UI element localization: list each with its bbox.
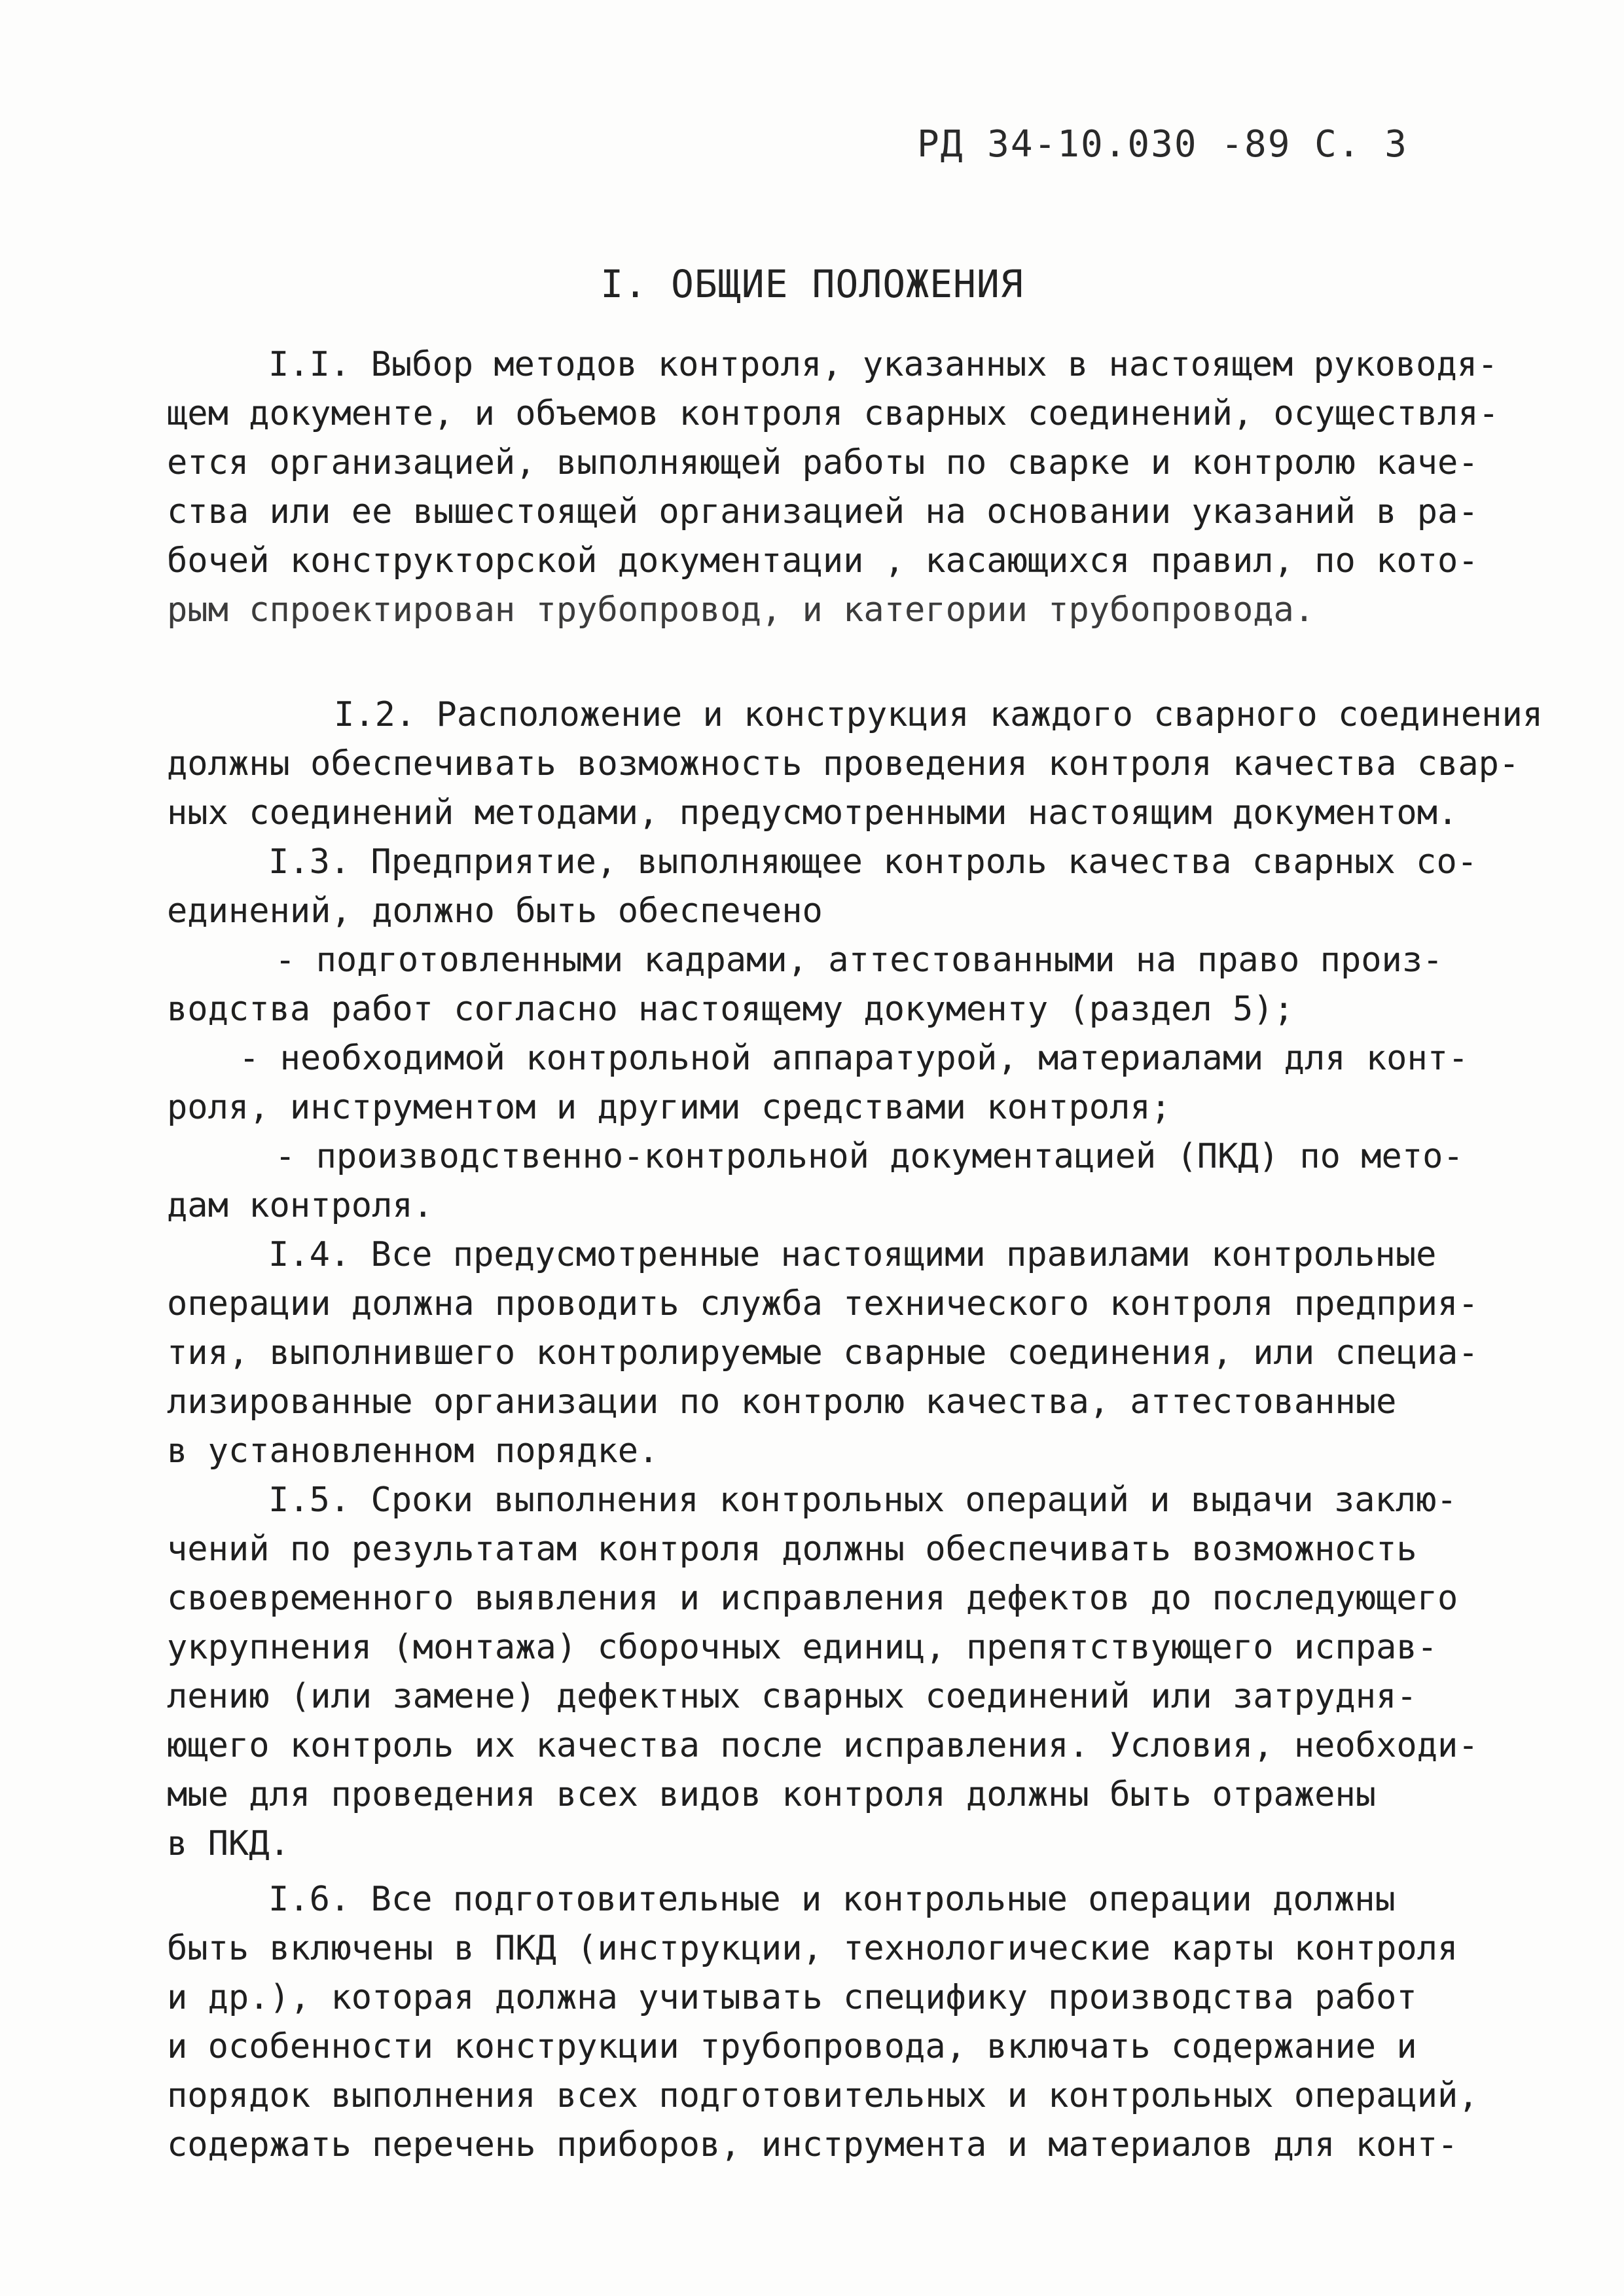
text-line: чений по результатам контроля должны обеспечивать возможность xyxy=(167,1530,1417,1569)
text-line: порядок выполнения всех подготовительных и контрольных операций, xyxy=(167,2076,1479,2115)
list-item-line: - необходимой контрольной аппаратурой, материалами для конт- xyxy=(239,1039,1469,1078)
text-line: ства или ее вышестоящей организацией на основании указаний в ра- xyxy=(167,492,1479,531)
text-line: быть включены в ПКД (инструкции, технологические карты контроля xyxy=(167,1929,1458,1968)
text-line: лизированные организации по контролю качества, аттестованные xyxy=(167,1382,1397,1422)
paragraph-1-6 xyxy=(167,1875,1509,2170)
text-line: ющего контроль их качества после исправления. Условия, необходи- xyxy=(167,1726,1479,1765)
paragraph-1-3 xyxy=(167,838,1509,1230)
text-line: тия, выполнившего контролируемые сварные соединения, или специа- xyxy=(167,1333,1479,1372)
text-line: роля, инструментом и другими средствами контроля; xyxy=(167,1088,1172,1127)
text-line: лению (или замене) дефектных сварных соединений или затрудня- xyxy=(167,1677,1417,1716)
list-item-line: - подготовленными кадрами, аттестованными на право произ- xyxy=(275,941,1443,980)
text-line: операции должна проводить служба технического контроля предприя- xyxy=(167,1284,1479,1323)
page-header-doc-ref: РД 34-10.030 -89 С. 3 xyxy=(916,123,1408,166)
text-line: ется организацией, выполняющей работы по сварке и контролю каче- xyxy=(167,443,1479,482)
text-line: I.2. Расположение и конструкция каждого сварного соединения xyxy=(334,695,1543,734)
paragraph-1-5 xyxy=(167,1476,1509,1869)
paragraph-1-1 xyxy=(167,340,1509,635)
text-line: бочей конструкторской документации , касающихся правил, по кото- xyxy=(167,541,1479,581)
list-item-line: - производственно-контрольной документацией (ПКД) по мето- xyxy=(275,1137,1464,1176)
section-title: I. ОБЩИЕ ПОЛОЖЕНИЯ xyxy=(600,262,1024,306)
text-line: I.5. Сроки выполнения контрольных операций и выдачи заклю- xyxy=(268,1480,1457,1520)
text-line: дам контроля. xyxy=(167,1186,433,1225)
text-line: в установленном порядке. xyxy=(167,1431,659,1471)
text-line: водства работ согласно настоящему документу (раздел 5); xyxy=(167,990,1294,1029)
paragraph-1-2 xyxy=(167,691,1543,838)
text-line: и др.), которая должна учитывать специфику производства работ xyxy=(167,1978,1417,2017)
text-line: I.4. Все предусмотренные настоящими правилами контрольные xyxy=(268,1235,1437,1274)
text-line: своевременного выявления и исправления дефектов до последующего xyxy=(167,1579,1458,1618)
text-line: щем документе, и объемов контроля сварных соединений, осуществля- xyxy=(167,394,1499,433)
text-line: укрупнения (монтажа) сборочных единиц, препятствующего исправ- xyxy=(167,1628,1438,1667)
text-line: I.6. Все подготовительные и контрольные операции должны xyxy=(268,1880,1396,1919)
text-line: и особенности конструкции трубопровода, включать содержание и xyxy=(167,2027,1417,2066)
text-line: I.3. Предприятие, выполняющее контроль качества сварных со- xyxy=(268,842,1478,882)
text-line: ных соединений методами, предусмотренными настоящим документом. xyxy=(167,793,1458,833)
text-line: должны обеспечивать возможность проведения контроля качества свар- xyxy=(167,744,1520,783)
text-line: мые для проведения всех видов контроля должны быть отражены xyxy=(167,1775,1377,1814)
paragraph-1-4 xyxy=(167,1230,1509,1476)
text-line: I.I. Выбор методов контроля, указанных в настоящем руководя- xyxy=(268,345,1498,384)
text-line: содержать перечень приборов, инструмента и материалов для конт- xyxy=(167,2125,1458,2164)
text-line: рым спроектирован трубопровод, и категории трубопровода. xyxy=(167,590,1315,630)
text-line: единений, должно быть обеспечено xyxy=(167,891,823,931)
text-line: в ПКД. xyxy=(167,1824,290,1863)
